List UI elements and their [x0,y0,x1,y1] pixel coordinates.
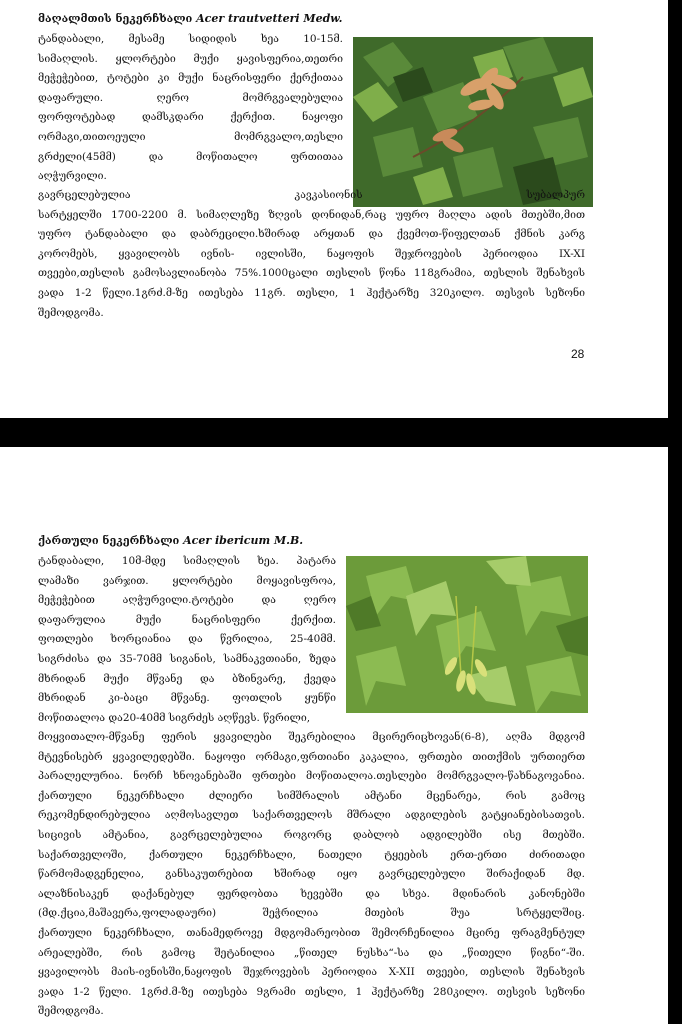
text-line: მეჭეჭებით, ტოტები კი მუქი ნაცრისფერი ქერქითაა [38,72,343,85]
description-text [38,552,336,728]
species-title-latin: Acer trautvetteri Medw. [196,12,343,25]
text-line: მოწითალოა და20-40მმ სიგრძეს აღწევს. წვრილი, [38,711,311,724]
text-line: თვეები,თესლის გამოსავლიანობა 75%.1000ცალი თესლის წონა 118გრამია, თესლის შენახვის [38,267,585,280]
text-line: საქართველოში, ქართული ნეკერჩხალი, ნათელი ტყეების ერთ-ერთი ძირითადი [38,848,585,861]
text-line: კორომებს, ყვავილობს ივნის- ივლისში, ნაყოფის შეჯროვების პერიოდია IX-XI [38,247,585,260]
distribution-text [38,186,585,323]
species-title [38,534,303,548]
text-line: ქართული ნეკერჩხალი, თანამედროვე მდგომარეობით შემორჩენილია მცირე ფრაგმენტულ [38,926,585,939]
text-line: მოყვითალო-მწვანე ფერის ყვავილები შეკრებილია მცირერიცხოვან(6-8), აღმა მდგომ [38,731,585,743]
page-number: 28 [571,347,585,361]
text-line: (მდ.ქცია,მაშავერა,ფოლადაური) შეჭრილია მთების შუა სრტყელშიც. [38,907,585,920]
text-line: მხრიდან მუქი მწვანე და ბზინვარე, ქვედა [38,672,336,685]
species-title-georgian: მაღალმთის ნეკერჩხალი [38,12,193,25]
text-line: შემოდგომა. [38,306,104,319]
acer-ibericum-photo [346,556,588,713]
text-line: წარმომადგენელია, განსაკუთრებით ხშირად იყო გავრცელებული შირაქიდან მდ. [38,868,585,881]
text-line: გავრცელებულია კავკასიონის სუბალპურ [38,189,585,201]
text-line: დაფარული. ღერო მომრგვალებულია [38,91,343,104]
text-line: ქართული ნეკერჩხალი ძლიერი სიმშრალის ამტანი მცენარეა, რის გამოც [38,789,585,802]
text-line: მხრიდან კი-ბაცი მწვანე. ფოთლის ყუნწი [38,692,336,705]
text-line: სიგრძისა და 35-70მმ სიგანის, სამნაკვთიანი, ზედა [38,652,336,665]
text-line: სიმაღლის. ყლორტები მუქი ყავისფერია,თეთრი [38,52,343,65]
acer-trautvetteri-photo [353,37,593,207]
text-line: ფოთლები ხორციანია და წვრილია, 25-40მმ. [38,633,336,646]
text-line: სიცივის ამტანია, გავრცელებულია როგორც დაბლობ ადგილებში ისე მთებში. [38,828,585,841]
text-line: არეალებში, რის გამოც შეტანილია „წითელ ნუსხა“-სა და „წითელი წიგნი“-ში. [38,946,585,959]
species-title-georgian: ქართული ნეკერჩხალი [38,534,180,547]
text-line: ფორფოტებად დამსკდარი ქერქით. ნაყოფი [38,111,343,124]
text-line: ვადა 1-2 წელი. 1გრძ.მ-ზე ითესება 9გრამი თესლი, 1 ჰექტარზე 280კილო. თესვის სეზონი [38,985,585,998]
text-line: გრძელი(45მმ) და მოწითალო ფრთითაა [38,150,343,163]
species-title-latin: Acer ibericum M.B. [183,534,304,547]
text-line: ტანდაბალი, 10მ-მდე სიმაღლის ხეა. პატარა [38,555,336,567]
page-29 [0,447,668,1024]
text-line: დაფარულია მუქი ნაცრისფერი ქერქით. [38,613,336,626]
text-line: სარტყელში 1700-2200 მ. სიმაღლეზე ზღვის დონიდან,რაც უფრო მაღლა ადის მთებში,მით [38,208,585,221]
text-line: ყვავილობს მაის-ივნისში,ნაყოფის შეჯროვების პერიოდია X-XII თვეები, თესლის შენახვის [38,966,585,979]
text-line: ალაზნისაკენ დაქანებულ ფერდობთა ხევებში და სხვა. მდინარის კანონებში [38,887,585,900]
text-line: შემოდგომა. [38,1005,104,1018]
text-line: ორმაგი,თითოეული მომრგვალო,თესლი [38,130,343,143]
text-line: ტანდაბალი, მესამე სიდიდის ხეა 10-15მ. [38,33,343,45]
text-line: ვადა 1-2 წელი.1გრძ.მ-ზე ითესება 11გრ. თესლი, 1 ჰექტარზე 320კილო. თესვის სეზონი [38,286,585,299]
page-28 [0,0,668,418]
text-line: უფრო ტანდაბალი და დაბრეცილი.ხშირად არყთან და ქვემოთ-წიფელთან ქმნის კარგ [38,228,585,241]
text-line: ლამაზი ვარჯით. ყლორტები მოყავისფროა, [38,574,336,587]
text-line: მეჭეჭებით აღჭურვილი.ტოტები და ღერო [38,594,336,607]
text-line: აღჭურვილი. [38,170,107,183]
description-text [38,30,343,187]
species-details-text [38,728,585,1022]
text-line: მტევნისებრ ყვავილედებში. ნაყოფი ორმაგი,ფრთიანი კაკალია, ფრთები თითქმის ურთიერთ [38,750,585,763]
text-line: რეკომენდირებულია აღმოსავლეთ საქართველოს მშრალი ადგილების გატყიანებისათვის. [38,809,585,822]
text-line: პარალელურია. ნორჩ ხნოვანებაში ფრთები მოწითალოა.თესლები მომრგვალო-წახნაგოვანია. [38,770,585,783]
species-title [38,12,342,26]
